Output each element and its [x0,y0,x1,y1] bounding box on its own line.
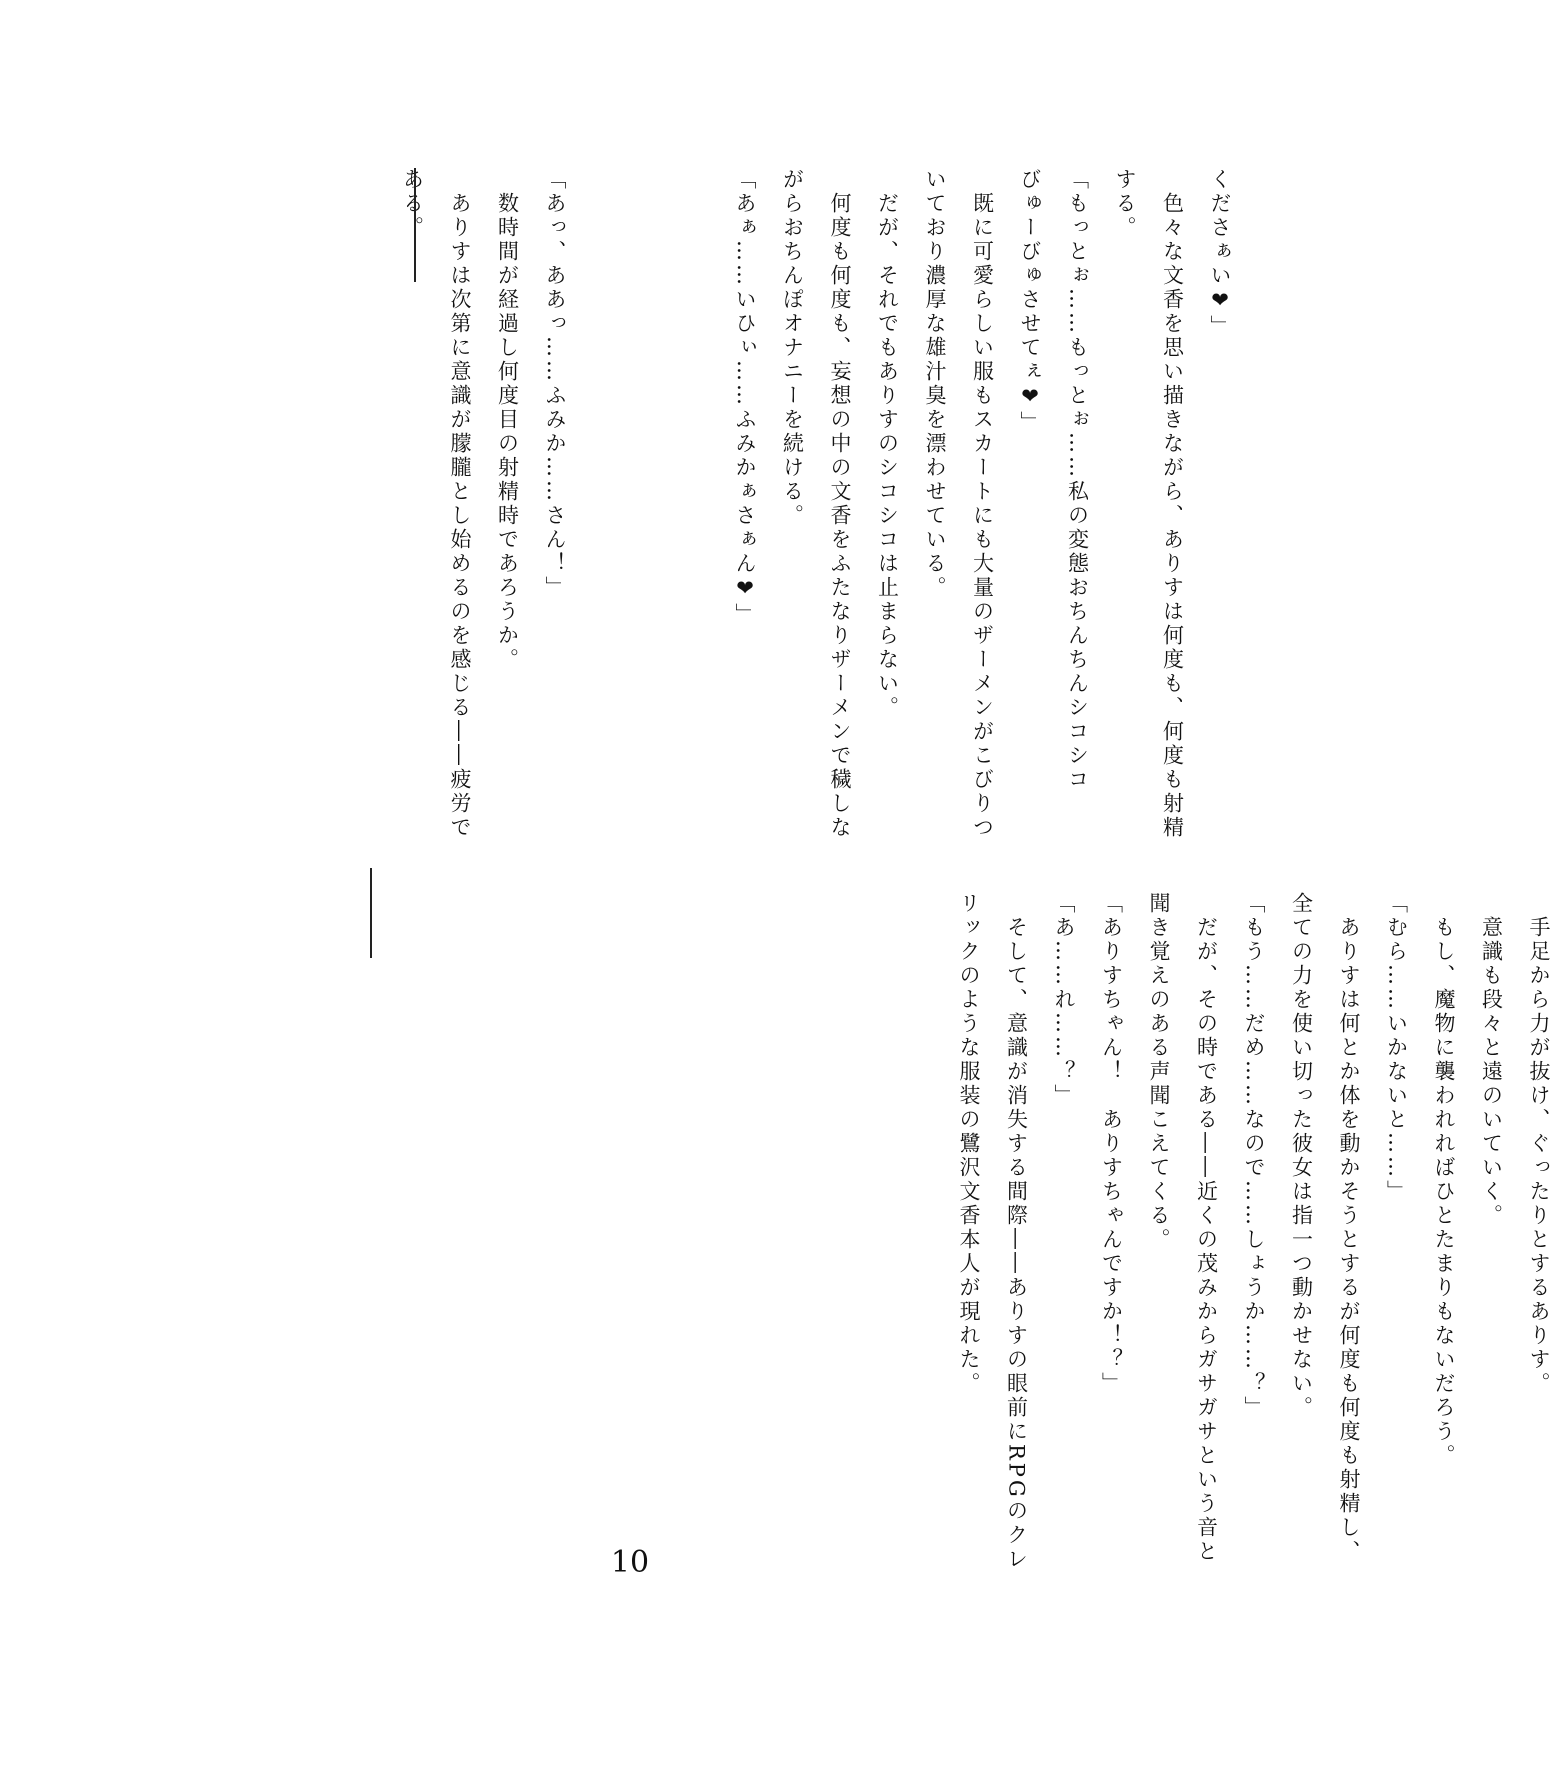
text-line: 手足から力が抜け、ぐったりとするありす。 [1527,892,1551,1396]
scene-separator [414,168,416,282]
text-line: もし、魔物に襲われればひとたまりもないだろう。 [1432,892,1456,1468]
text-line: 既に可愛らしい服もスカートにも大量のザーメンがこびりつ [970,168,995,840]
text-line: 「もっとぉ……もっとぉ……私の変態おちんちんシコシコ [1065,168,1090,792]
text-line: 「あぁ……いひぃ……ふみかぁさぁん❤」 [733,168,757,627]
text-line: 色々な文香を思い描きながら、ありすは何度も、何度も射精 [1160,168,1185,840]
text-line: 数時間が経過し何度目の射精時であろうか。 [495,168,520,672]
text-line: 聞き覚えのある声聞こえてくる。 [1147,892,1171,1252]
text-line: だが、その時である――近くの茂みからガサガサという音と [1194,892,1219,1564]
scene-separator [370,868,372,958]
text-line: 「ありすちゃん！ ありすちゃんですか！？」 [1099,892,1124,1396]
text-line: くださぁい❤」 [1208,168,1232,339]
text-line: いており濃厚な雄汁臭を漂わせている。 [923,168,947,600]
page-number: 10 [610,1545,650,1580]
text-line: ありすは何とか体を動かそうとするが何度も何度も射精し、 [1337,892,1361,1564]
upper-text-block [176,168,1243,840]
text-line: する。 [1113,168,1137,240]
blank-line [626,168,674,828]
text-line: 何度も何度も、妄想の中の文香をふたなりザーメンで穢しな [828,168,852,840]
text-line: だが、それでもありすのシコシコは止まらない。 [875,168,900,720]
text-line: 全ての力を使い切った彼女は指一つ動かせない。 [1289,892,1314,1420]
text-line: がらおちんぽオナニーを続ける。 [780,168,805,528]
text-line: ある。 [400,168,425,240]
text-line: 「あ……れ……？」 [1052,892,1076,1108]
text-line: そして、意識が消失する間際――ありすの眼前にRPGのクレ [1004,892,1029,1572]
text-line: びゅーびゅさせてぇ❤」 [1018,168,1042,435]
text-line: 「もう……だめ……なので……しょうか……？」 [1242,892,1266,1420]
text-line: 意識も段々と遠のいていく。 [1479,892,1504,1228]
blank-line [578,168,626,828]
text-line: 「むら……いかないと……」 [1384,892,1409,1204]
text-line: ありすは次第に意識が朦朧とし始めるのを感じる――疲労で [448,168,472,840]
text-line: 「あっ、ああっ……ふみか……さん！」 [543,168,567,600]
text-line: リックのような服装の鷺沢文香本人が現れた。 [957,892,981,1396]
blank-line [673,168,721,828]
